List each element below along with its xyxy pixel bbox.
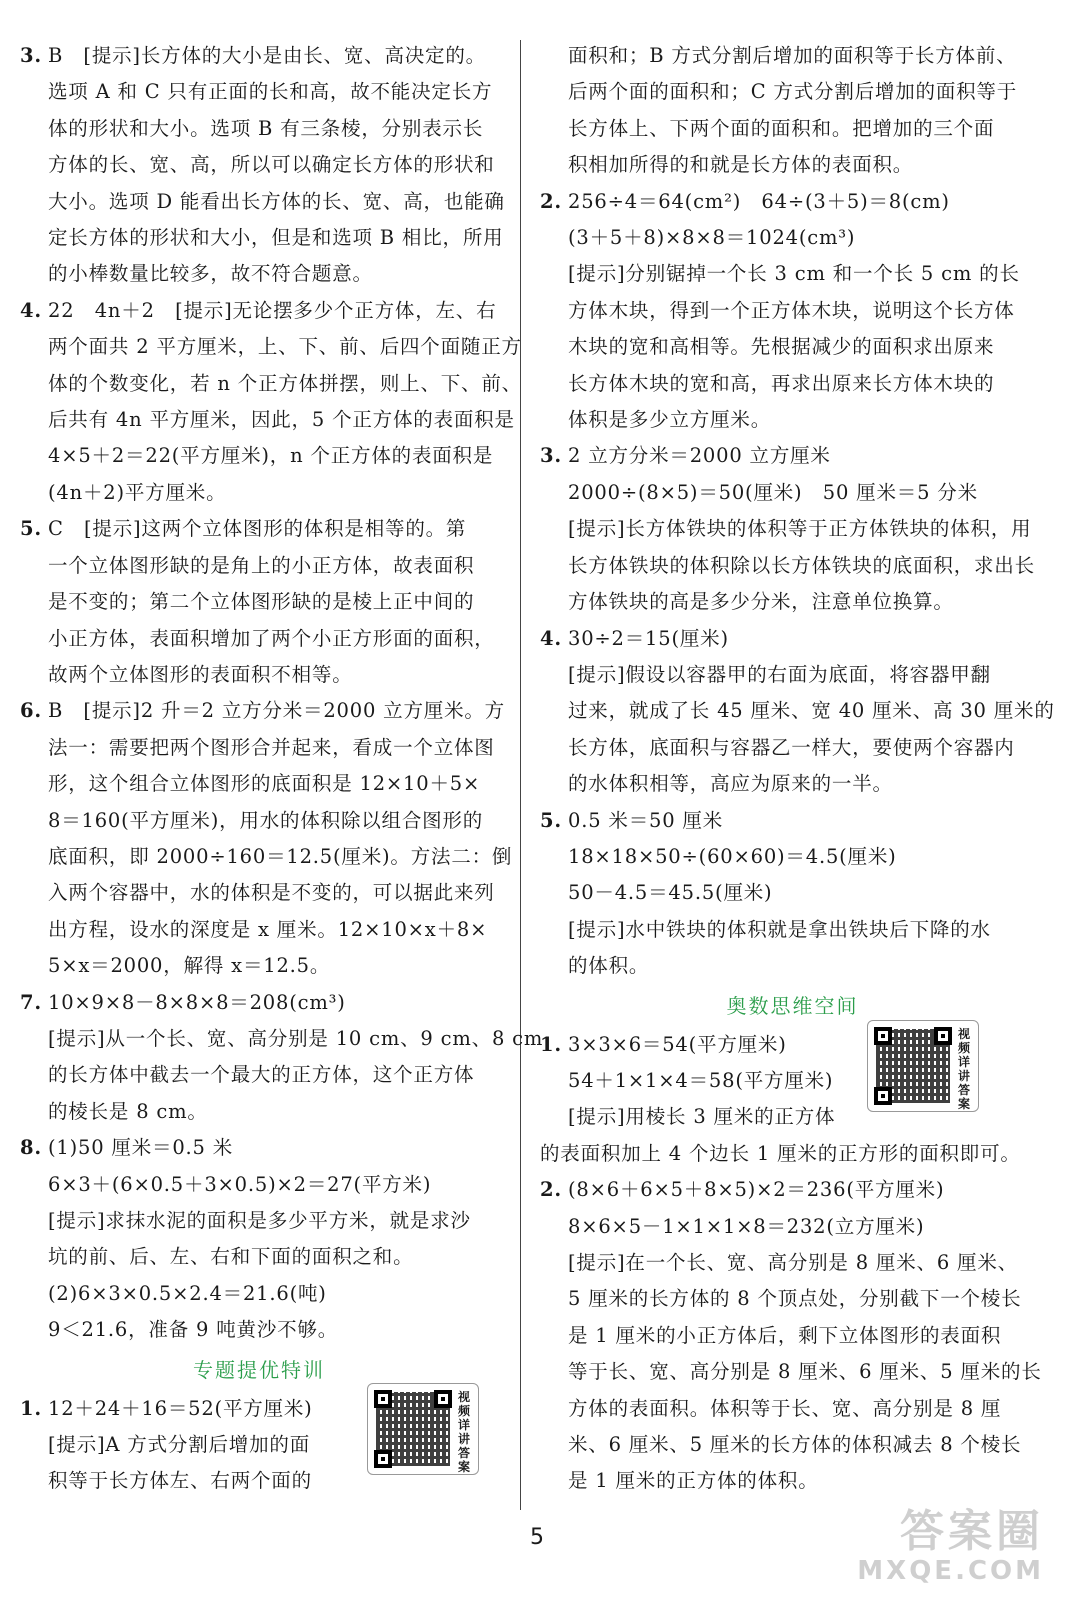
section-heading: 奥数思维空间 <box>726 993 859 1018</box>
answer-text: [提示]假设以容器甲的右面为底面，将容器甲翻 <box>568 662 991 686</box>
question-number: 6. <box>20 699 42 723</box>
question-line <box>540 1172 1045 1208</box>
text-line <box>540 147 1045 183</box>
question-line <box>20 511 498 547</box>
answer-text: B [提示]长方体的大小是由长、宽、高决定的。 <box>48 44 486 67</box>
text-line <box>20 111 498 147</box>
answer-text: 方体的表面积。体积等于长、宽、高分别是 8 厘 <box>568 1396 1002 1420</box>
answer-text: 坑的前、后、左、右和下面的面积之和。 <box>48 1245 414 1269</box>
question-number: 8. <box>20 1136 42 1160</box>
text-line <box>20 366 522 402</box>
answer-text: 2000÷(8×5)＝50(厘米) 50 厘米＝5 分米 <box>568 480 978 504</box>
text-line <box>20 1094 498 1130</box>
answer-text: 等于长、宽、高分别是 8 厘米、6 厘米、5 厘米的长 <box>568 1360 1042 1384</box>
text-line <box>20 803 498 839</box>
answer-text: 后两个面的面积和；C 方式分割后增加的面积等于 <box>568 80 1018 104</box>
answer-text: 6×3＋(6×0.5＋3×0.5)×2＝27(平方米) <box>48 1172 432 1196</box>
text-line <box>20 839 513 875</box>
answer-text: 大小。选项 D 能看出长方体的长、宽、高，也能确 <box>48 189 505 213</box>
text-line <box>20 766 498 802</box>
text-line <box>20 1167 498 1203</box>
answer-text: 的水体积相等，高应为原来的一半。 <box>568 772 893 796</box>
question-number: 3. <box>540 444 562 468</box>
answer-text: 出方程，设水的深度是 x 厘米。12×10×x＋8× <box>48 917 488 941</box>
question-number: 4. <box>540 626 562 650</box>
question-line <box>20 1130 498 1166</box>
text-line <box>540 293 1045 329</box>
answer-text: 2 立方分米＝2000 立方厘米 <box>568 444 831 468</box>
answer-text: (2)6×3×0.5×2.4＝21.6(吨) <box>48 1281 327 1305</box>
text-line <box>540 1391 1045 1427</box>
section-heading: 专题提优特训 <box>193 1357 325 1382</box>
right-column <box>540 38 1055 1500</box>
answer-text: 方体的长、宽、高，所以可以确定长方体的形状和 <box>48 153 495 177</box>
text-line <box>20 475 498 511</box>
text-line <box>540 1245 1045 1281</box>
text-line <box>20 147 498 183</box>
question-number: 5. <box>20 517 42 541</box>
qr-code-olympiad[interactable] <box>867 1020 979 1112</box>
answer-text: 22 4n＋2 [提示]无论摆多少个正方体，左、右 <box>48 298 497 322</box>
question-line <box>20 693 505 729</box>
text-line <box>20 220 504 256</box>
text-line <box>20 548 498 584</box>
text-line <box>540 74 1045 110</box>
answer-text: 30÷2＝15(厘米) <box>568 626 729 650</box>
question-number: 5. <box>540 808 562 832</box>
answer-text: 长方体上、下两个面的面积和。把增加的三个面 <box>568 116 995 140</box>
answer-text: 是不变的；第二个立体图形缺的是棱上正中间的 <box>48 590 475 614</box>
text-line <box>20 1276 498 1312</box>
answer-text: 50－4.5＝45.5(厘米) <box>568 881 773 905</box>
answer-text: 入两个容器中，水的体积是不变的，可以据此来列 <box>48 881 495 905</box>
answer-text: B [提示]2 升＝2 立方分米＝2000 立方厘米。方 <box>48 699 505 723</box>
answer-text: 5 厘米的长方体的 8 个顶点处，分别截下一个棱长 <box>568 1287 1022 1311</box>
page-number: 5 <box>530 1525 544 1550</box>
qr-finder-icon <box>374 1450 392 1468</box>
answer-text: [提示]求抹水泥的面积是多少平方米，就是求沙 <box>48 1209 471 1232</box>
answer-text: C [提示]这两个立体图形的体积是相等的。第 <box>48 517 467 541</box>
question-number: 2. <box>540 1178 562 1202</box>
answer-text: 10×9×8－8×8×8＝208(cm³) <box>48 990 346 1014</box>
text-line <box>540 766 1045 802</box>
answer-text: 3×3×6＝54(平方厘米) <box>568 1032 787 1056</box>
qr-label: 视频详讲答案 <box>957 1027 970 1111</box>
question-number: 4. <box>20 298 42 322</box>
text-line <box>540 584 1045 620</box>
answer-text: (1)50 厘米＝0.5 米 <box>48 1136 234 1160</box>
text-line <box>540 329 1045 365</box>
text-line <box>540 256 1045 292</box>
text-line <box>540 912 1045 948</box>
text-line <box>20 184 505 220</box>
answer-text: 选项 A 和 C 只有正面的长和高，故不能决定长方 <box>48 80 493 104</box>
text-line <box>540 548 1045 584</box>
text-line <box>540 948 1045 984</box>
watermark-text: 答案圈 <box>900 1506 1044 1557</box>
question-line <box>540 184 1045 220</box>
answer-text: 故两个立体图形的表面积不相等。 <box>48 662 353 686</box>
text-line <box>540 38 1045 74</box>
answer-text: 体的个数变化，若 n 个正方体拼摆，则上、下、前、 <box>48 371 522 395</box>
text-line <box>540 1136 1045 1172</box>
text-line <box>540 1354 1045 1390</box>
text-line <box>540 1318 1045 1354</box>
text-line <box>540 693 1055 729</box>
column-divider <box>520 40 521 1510</box>
question-number: 2. <box>540 189 562 213</box>
answer-text: 12＋24＋16＝52(平方厘米) <box>48 1396 313 1420</box>
text-line <box>20 74 498 110</box>
answer-text: 积等于长方体左、右两个面的 <box>48 1469 312 1493</box>
text-line <box>20 948 498 984</box>
answer-text: [提示]水中铁块的体积就是拿出铁块后下降的水 <box>568 917 991 941</box>
text-line <box>540 220 1045 256</box>
answer-text: 形，这个组合立体图形的底面积是 12×10＋5× <box>48 772 481 796</box>
answer-text: 方体木块，得到一个正方体木块，说明这个长方体 <box>568 298 1015 322</box>
text-line <box>540 511 1045 547</box>
text-line <box>540 475 1045 511</box>
question-number: 1. <box>540 1032 562 1056</box>
text-line <box>540 111 1045 147</box>
answer-text: 长方体木块的宽和高，再求出原来长方体木块的 <box>568 371 995 395</box>
qr-finder-icon <box>434 1390 452 1408</box>
answer-text: 后共有 4n 平方厘米，因此，5 个正方体的表面积是 <box>48 408 515 432</box>
answer-text: 米、6 厘米、5 厘米的长方体的体积减去 8 个棱长 <box>568 1433 1022 1457</box>
answer-text: 积相加所得的和就是长方体的表面积。 <box>568 153 914 177</box>
answer-text: 的小棒数量比较多，故不符合题意。 <box>48 262 373 286</box>
text-line <box>20 1312 498 1348</box>
qr-finder-icon <box>874 1087 892 1105</box>
answer-text: 定长方体的形状和大小，但是和选项 B 相比，所用 <box>48 226 504 250</box>
answer-text: 两个面共 2 平方厘米，上、下、前、后四个面随正方 <box>48 335 522 359</box>
question-number: 7. <box>20 990 42 1014</box>
answer-text: (4n＋2)平方厘米。 <box>48 480 227 504</box>
text-line <box>540 875 1045 911</box>
answer-text: 一个立体图形缺的是角上的小正方体，故表面积 <box>48 553 475 577</box>
answer-text: 面积和；B 方式分割后增加的面积等于长方体前、 <box>568 44 1017 67</box>
question-line <box>540 438 1045 474</box>
answer-text: 256÷4＝64(cm²) 64÷(3＋5)＝8(cm) <box>568 189 950 213</box>
text-line <box>20 584 498 620</box>
watermark-url: MXQE.COM <box>857 1556 1044 1586</box>
answer-text: 18×18×50÷(60×60)＝4.5(厘米) <box>568 844 897 868</box>
qr-finder-icon <box>934 1027 952 1045</box>
answer-text: 0.5 米＝50 厘米 <box>568 808 724 832</box>
text-line <box>20 402 515 438</box>
answer-text: 长方体，底面积与容器乙一样大，要使两个容器内 <box>568 735 1015 759</box>
qr-finder-icon <box>374 1390 392 1408</box>
text-line <box>20 1057 498 1093</box>
answer-text: 体积是多少立方厘米。 <box>568 408 772 432</box>
question-line <box>20 38 498 74</box>
text-line <box>20 875 498 911</box>
answer-text: [提示]用棱长 3 厘米的正方体 <box>568 1105 836 1129</box>
text-line <box>20 657 498 693</box>
text-line <box>540 839 1045 875</box>
answer-text: 过来，就成了长 45 厘米、宽 40 厘米、高 30 厘米的 <box>568 699 1055 723</box>
answer-text: 小正方体，表面积增加了两个小正方形面的面积， <box>48 626 495 650</box>
text-line <box>20 1021 544 1057</box>
text-line <box>20 730 498 766</box>
answer-text: 的体积。 <box>568 954 650 978</box>
answer-text: 方体铁块的高是多少分米，注意单位换算。 <box>568 590 954 614</box>
answer-text: 长方体铁块的体积除以长方体铁块的底面积，求出长 <box>568 553 1035 577</box>
question-line <box>540 803 1045 839</box>
answer-text: 的长方体中截去一个最大的正方体，这个正方体 <box>48 1063 475 1087</box>
answer-text: [提示]在一个长、宽、高分别是 8 厘米、6 厘米、 <box>568 1251 1018 1274</box>
answer-text: 9＜21.6，准备 9 吨黄沙不够。 <box>48 1318 339 1342</box>
answer-text: 是 1 厘米的小正方体后，剩下立体图形的表面积 <box>568 1323 1002 1347</box>
text-line <box>20 256 498 292</box>
qr-finder-icon <box>874 1027 892 1045</box>
text-line <box>540 402 1045 438</box>
question-line <box>540 621 1045 657</box>
text-line <box>540 1427 1045 1463</box>
qr-code-special-training[interactable] <box>367 1383 479 1475</box>
text-line <box>20 912 498 948</box>
text-line <box>540 366 1045 402</box>
answer-text: (8×6＋6×5＋8×5)×2＝236(平方厘米) <box>568 1178 945 1202</box>
answer-text: 木块的宽和高相等。先根据减少的面积求出原来 <box>568 335 995 359</box>
question-number: 3. <box>20 44 42 67</box>
text-line <box>540 730 1045 766</box>
answer-text: 底面积，即 2000÷160＝12.5(厘米)。方法二：倒 <box>48 844 513 868</box>
answer-text: [提示]A 方式分割后增加的面 <box>48 1433 310 1457</box>
answer-text: 的棱长是 8 cm。 <box>48 1099 208 1123</box>
answer-text: 5×x＝2000，解得 x＝12.5。 <box>48 954 331 978</box>
text-line <box>20 329 522 365</box>
answer-text: 法一：需要把两个图形合并起来，看成一个立体图 <box>48 735 495 759</box>
question-line <box>20 985 498 1021</box>
answer-text: 的表面积加上 4 个边长 1 厘米的正方形的面积即可。 <box>540 1141 1021 1165</box>
answer-text: 4×5＋2＝22(平方厘米)，n 个正方体的表面积是 <box>48 444 494 468</box>
question-line <box>20 293 498 329</box>
left-column <box>20 38 544 1500</box>
answer-text: [提示]分别锯掉一个长 3 cm 和一个长 5 cm 的长 <box>568 262 1020 286</box>
text-line <box>20 1203 498 1239</box>
text-line <box>540 657 1045 693</box>
answer-text: 8＝160(平方厘米)，用水的体积除以组合图形的 <box>48 808 484 832</box>
text-line <box>540 1463 1045 1499</box>
qr-label: 视频详讲答案 <box>457 1390 470 1474</box>
answer-text: 54＋1×1×4＝58(平方厘米) <box>568 1068 834 1092</box>
answer-text: 是 1 厘米的正方体的体积。 <box>568 1469 819 1493</box>
text-line <box>20 1239 498 1275</box>
text-line <box>20 438 498 474</box>
question-number: 1. <box>20 1396 42 1420</box>
text-line <box>540 1281 1045 1317</box>
text-line <box>20 621 498 657</box>
text-line <box>540 1209 1045 1245</box>
watermark-logo <box>857 1508 1044 1586</box>
answer-text: [提示]长方体铁块的体积等于正方体铁块的体积，用 <box>568 517 1032 541</box>
answer-text: 体的形状和大小。选项 B 有三条棱，分别表示长 <box>48 116 484 140</box>
answer-text: 8×6×5－1×1×1×8＝232(立方厘米) <box>568 1214 925 1238</box>
answer-text: [提示]从一个长、宽、高分别是 10 cm、9 cm、8 cm <box>48 1026 544 1050</box>
answer-text: (3＋5＋8)×8×8＝1024(cm³) <box>568 226 856 250</box>
